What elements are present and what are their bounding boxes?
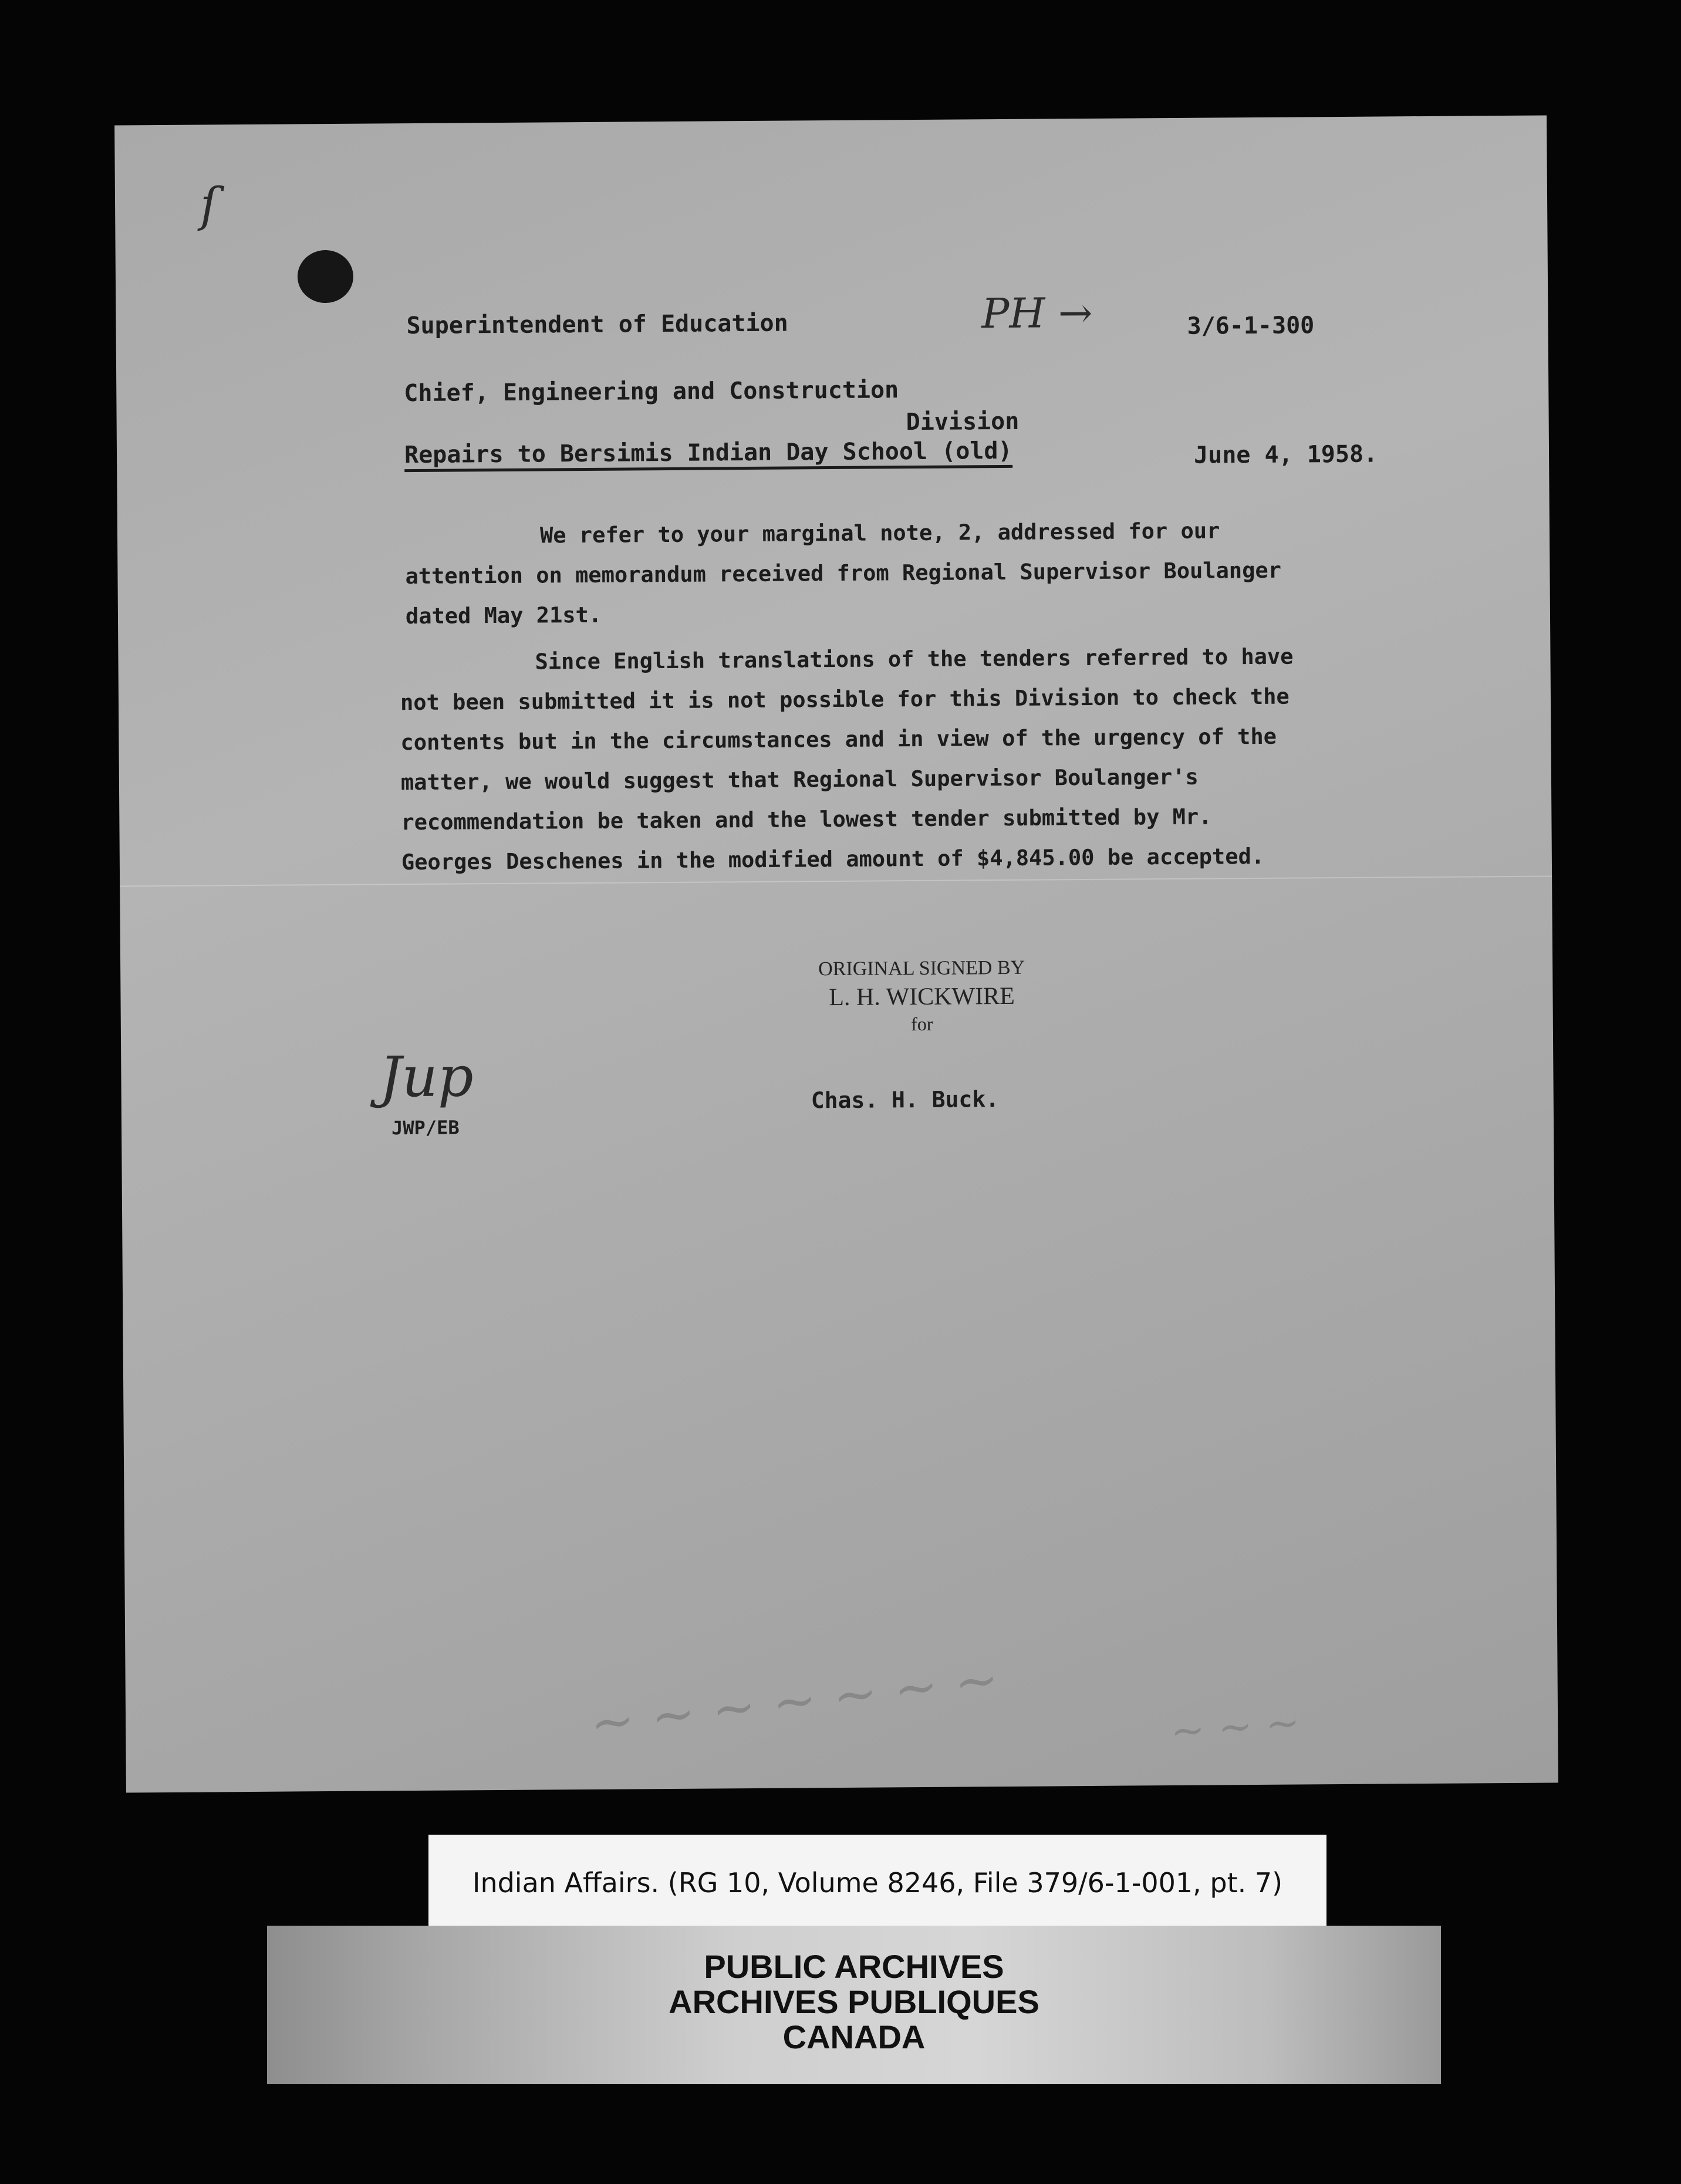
paragraph-1	[405, 511, 1282, 636]
signature-stamp	[775, 955, 1069, 1036]
stamp-line-2: L. H. WICKWIRE	[829, 982, 1015, 1011]
faint-handwriting-right: ~ ~ ~	[1169, 1697, 1302, 1756]
paragraph-2-line: contents but in the circumstances and in view of the urgency of the	[400, 723, 1277, 756]
memo-page	[114, 116, 1558, 1793]
signatory: Chas. H. Buck.	[811, 1086, 1000, 1114]
faint-handwriting: ~ ~ ~ ~ ~ ~ ~	[587, 1647, 1002, 1755]
archives-strip	[267, 1926, 1441, 2084]
memo-to: Superintendent of Education	[406, 309, 788, 340]
memo-date: June 4, 1958.	[1193, 440, 1378, 469]
archives-line-3: CANADA	[782, 2018, 926, 2055]
paragraph-2-line: matter, we would suggest that Regional Supervisor Boulanger's	[400, 764, 1199, 796]
memo-from-division: Division	[906, 407, 1020, 436]
paragraph-2-line: recommendation be taken and the lowest tender submitted by Mr.	[401, 804, 1212, 835]
archives-line-1: PUBLIC ARCHIVES	[704, 1948, 1004, 1985]
stamp-line-1: ORIGINAL SIGNED BY	[818, 956, 1025, 980]
paragraph-1-line: We refer to your marginal note, 2, addressed for our	[539, 518, 1220, 548]
archives-stamp	[267, 1949, 1441, 2055]
handwritten-note: PH →	[981, 288, 1093, 338]
handwritten-initials-mark: Jup	[379, 1044, 474, 1110]
paragraph-1-line: attention on memorandum received from Regional Supervisor Boulanger	[405, 557, 1282, 589]
archive-citation-label	[428, 1835, 1326, 1940]
file-reference: 3/6-1-300	[1187, 312, 1315, 340]
paragraph-2-line: not been submitted it is not possible for this Division to check the	[400, 683, 1290, 716]
stamp-line-3: for	[911, 1013, 933, 1035]
typist-initials: JWP/EB	[391, 1116, 460, 1140]
paragraph-1-line: dated May 21st.	[405, 602, 602, 629]
paragraph-2	[400, 637, 1295, 883]
punch-hole	[298, 250, 354, 304]
paragraph-2-line: Since English translations of the tenders referred to have	[535, 643, 1294, 675]
paragraph-2-line: Georges Deschenes in the modified amount of $4,845.00 be accepted.	[401, 843, 1265, 875]
memo-subject: Repairs to Bersimis Indian Day School (old)	[404, 439, 1012, 472]
archive-citation: Indian Affairs. (RG 10, Volume 8246, File 379/6-1-001, pt. 7)	[472, 1867, 1283, 1899]
memo-from: Chief, Engineering and Construction	[404, 376, 899, 407]
archives-line-2: ARCHIVES PUBLIQUES	[669, 1983, 1039, 2020]
margin-mark: ſ	[200, 177, 218, 232]
